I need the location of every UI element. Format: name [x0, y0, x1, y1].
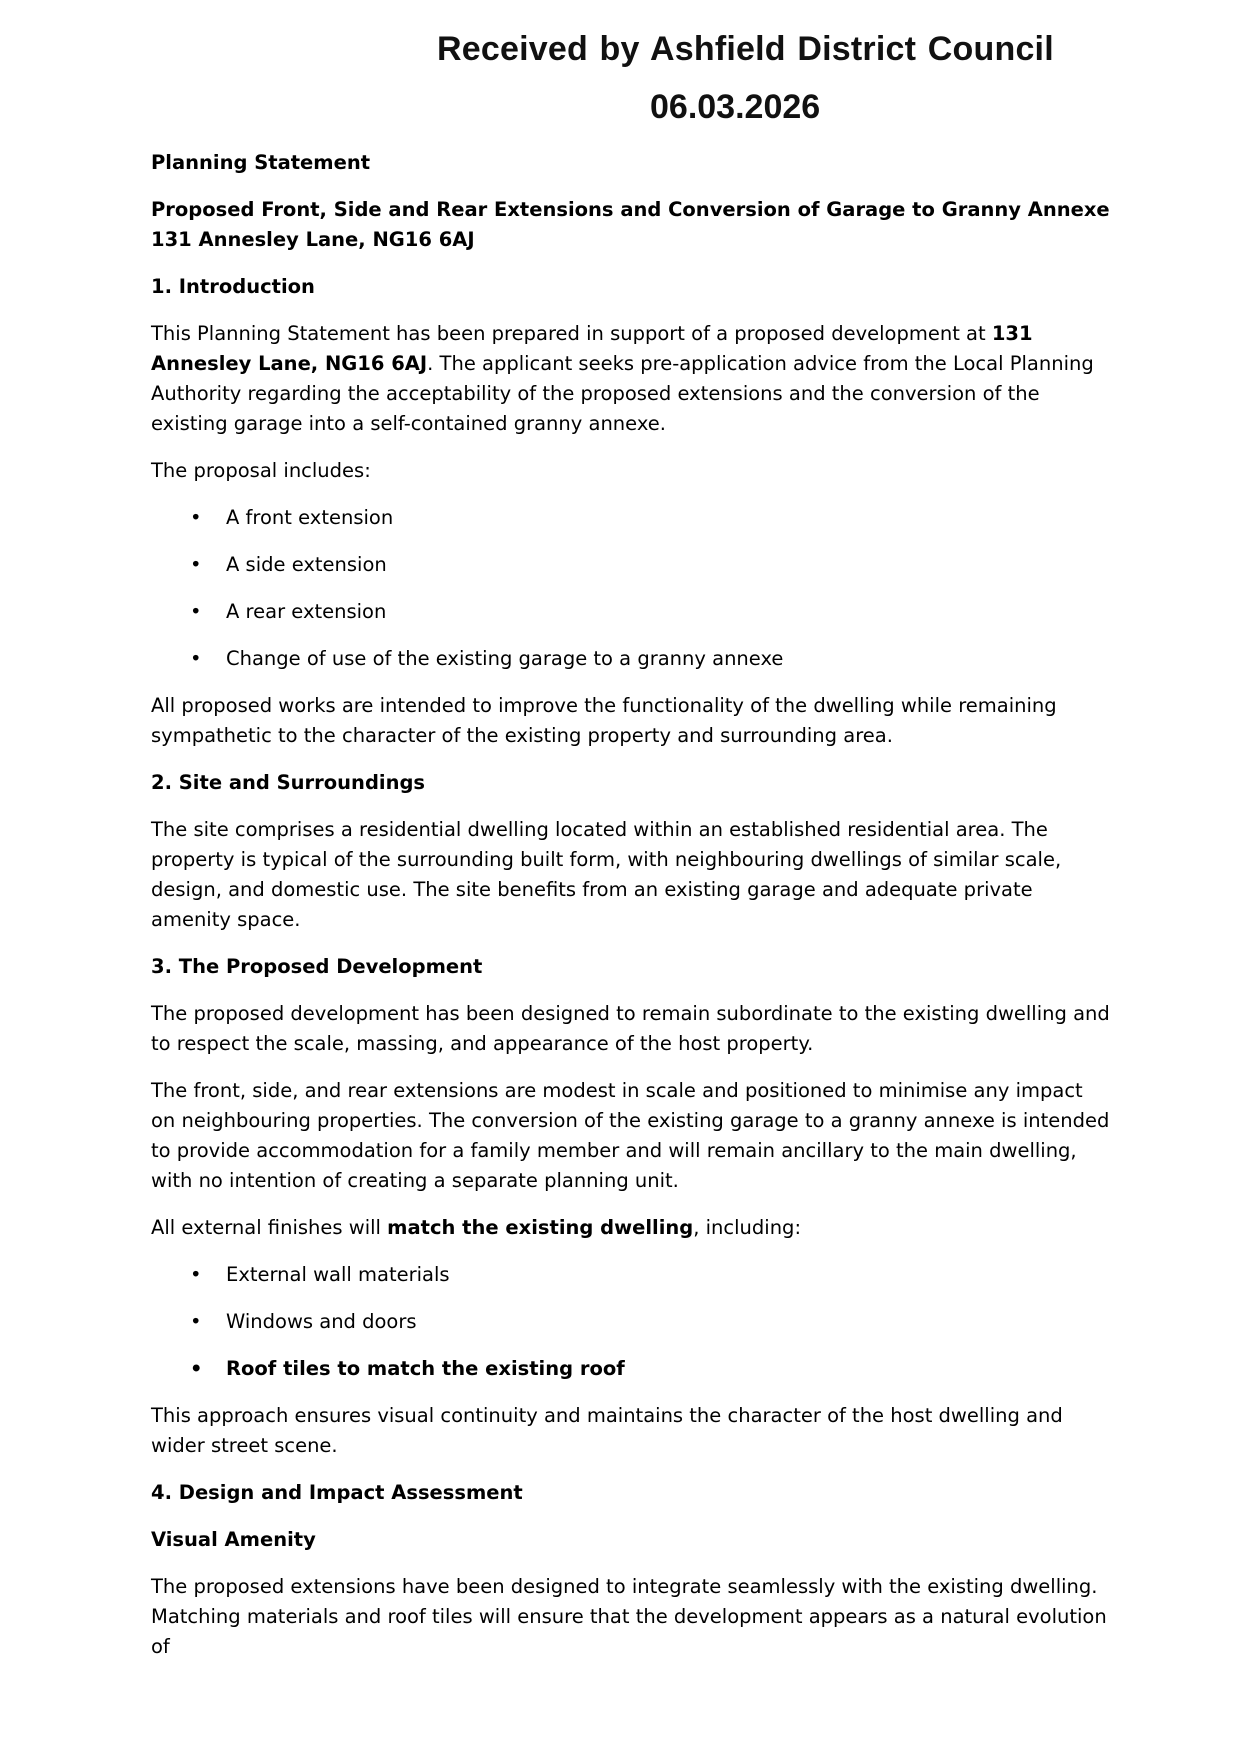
bullet-icon: • — [190, 1310, 202, 1333]
list-item — [151, 503, 1111, 533]
design-paragraph-1: The proposed extensions have been designed to integrate seamlessly with the existing dwelling. Matching materials and roof tiles will ensure that the development appears as a natural evolution of — [151, 1575, 1107, 1658]
list-item — [151, 1354, 1111, 1384]
document-title — [151, 195, 1111, 255]
bullet-icon: • — [190, 1263, 202, 1286]
list-item-text: A side extension — [226, 553, 387, 576]
intro-p1-address: 131 Annesley Lane, NG16 6AJ — [151, 322, 1033, 375]
proposed-p3-text-cont: , including: — [693, 1216, 802, 1239]
intro-paragraph-3: All proposed works are intended to improve the functionality of the dwelling while remaining sympathetic to the character of the existing property and surrounding area. — [151, 694, 1057, 747]
bullet-icon: • — [190, 647, 202, 670]
title-line-1: Proposed Front, Side and Rear Extensions and Conversion of Garage to Granny Annexe — [151, 198, 1110, 221]
list-item-text: A front extension — [226, 506, 394, 529]
list-item-text: Windows and doors — [226, 1310, 417, 1333]
proposed-paragraph-3 — [151, 1213, 1111, 1243]
list-item — [151, 1307, 1111, 1337]
list-item-text: Roof tiles to match the existing roof — [226, 1357, 625, 1380]
intro-p1-text: This Planning Statement has been prepared in support of a proposed development at — [151, 322, 992, 345]
section-heading-introduction: 1. Introduction — [151, 275, 315, 298]
list-item-text: Change of use of the existing garage to a granny annexe — [226, 647, 784, 670]
received-stamp-date: 06.03.2026 — [650, 88, 821, 126]
subheading-visual-amenity: Visual Amenity — [151, 1528, 316, 1551]
section-heading-site: 2. Site and Surroundings — [151, 771, 426, 794]
section-heading-design-impact: 4. Design and Impact Assessment — [151, 1481, 523, 1504]
site-paragraph-1: The site comprises a residential dwelling located within an established residential area. The property is typical of the surrounding built form, with neighbouring dwellings of similar scale, design, and domestic use. The site benefits from an existing garage and adequate private amenity space. — [151, 818, 1062, 931]
intro-paragraph-1 — [151, 319, 1111, 439]
proposed-p3-emphasis: match the existing dwelling — [387, 1216, 694, 1239]
document-type-heading: Planning Statement — [151, 151, 371, 174]
list-item-text: External wall materials — [226, 1263, 450, 1286]
list-item-text: A rear extension — [226, 600, 387, 623]
proposed-paragraph-4: This approach ensures visual continuity and maintains the character of the host dwelling and wider street scene. — [151, 1404, 1063, 1457]
intro-p1-text-cont: . The applicant seeks pre-application advice from the Local Planning Authority regarding the acceptability of the proposed extensions and the conversion of the existing garage into a self-contained granny annexe. — [151, 352, 1094, 435]
proposed-p3-text: All external finishes will — [151, 1216, 388, 1239]
proposal-list — [151, 503, 1111, 674]
bullet-icon: • — [190, 1357, 203, 1380]
list-item — [151, 550, 1111, 580]
list-item — [151, 1260, 1111, 1290]
intro-paragraph-2: The proposal includes: — [151, 459, 371, 482]
list-item — [151, 597, 1111, 627]
proposed-paragraph-2: The front, side, and rear extensions are modest in scale and positioned to minimise any impact on neighbouring properties. The conversion of the existing garage to a granny annexe is intended to provide accommodation for a family member and will remain ancillary to the main dwelling, with no intention of creating a separate planning unit. — [151, 1079, 1110, 1192]
bullet-icon: • — [190, 553, 202, 576]
list-item — [151, 644, 1111, 674]
received-stamp-line: Received by Ashfield District Council — [437, 30, 1054, 68]
proposed-paragraph-1: The proposed development has been designed to remain subordinate to the existing dwelling and to respect the scale, massing, and appearance of the host property. — [151, 1002, 1110, 1055]
bullet-icon: • — [190, 506, 202, 529]
document-body — [151, 148, 1111, 1679]
bullet-icon: • — [190, 600, 202, 623]
section-heading-proposed-development: 3. The Proposed Development — [151, 955, 483, 978]
finishes-list — [151, 1260, 1111, 1384]
title-line-2-address: 131 Annesley Lane, NG16 6AJ — [151, 228, 475, 251]
